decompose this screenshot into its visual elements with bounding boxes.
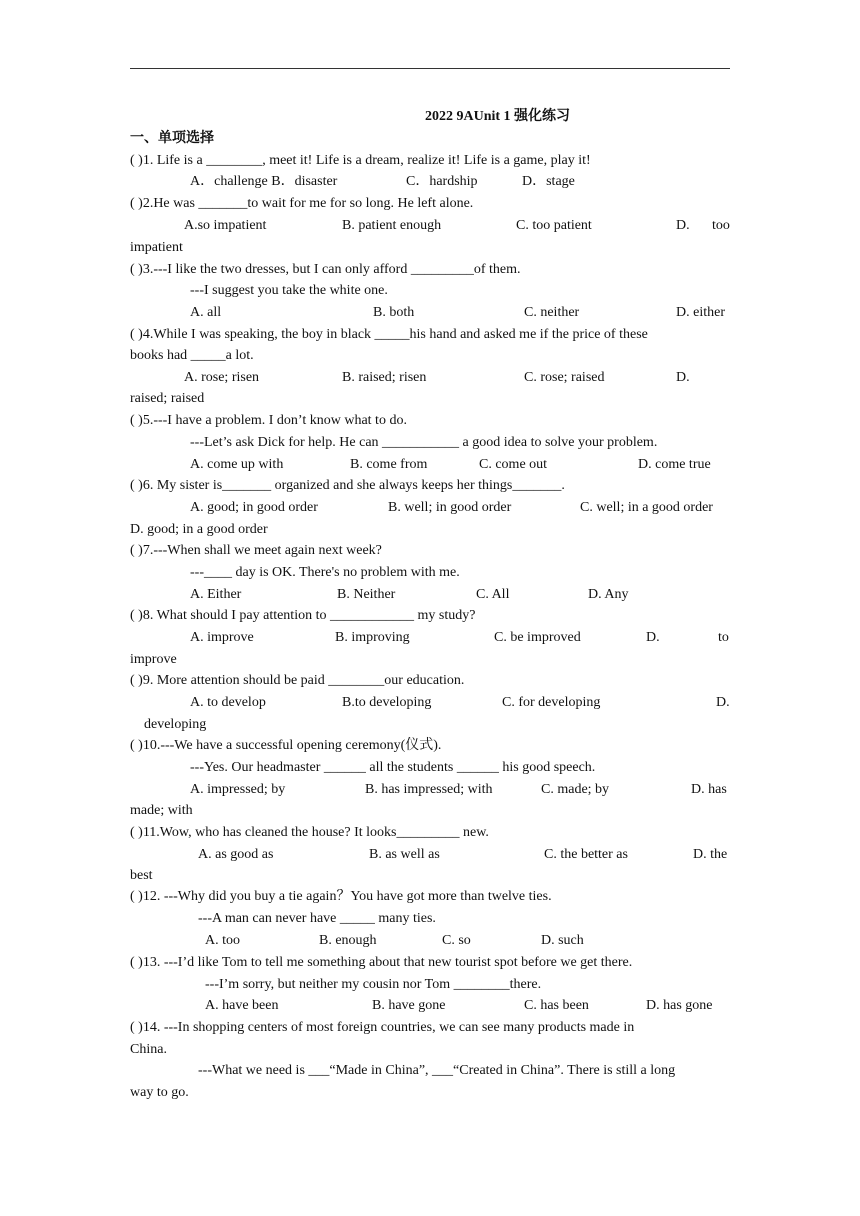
page-title: 2022 9AUnit 1 强化练习 [425, 109, 571, 124]
q3-option-a: A. all [190, 305, 222, 320]
q8-option-a: A. improve [190, 630, 254, 645]
q10-option-a: A. impressed; by [190, 782, 286, 797]
q2-option-d-wrap: impatient [130, 240, 183, 255]
section-heading: 一、单项选择 [130, 131, 214, 146]
q10-dialog: ---Yes. Our headmaster ______ all the students ______ his good speech. [190, 760, 596, 775]
q4-option-c: C. rose; raised [524, 370, 605, 385]
q5-option-c: C. come out [479, 457, 548, 472]
q11-option-d-label: D. the [693, 847, 728, 862]
q12-option-d: D. such [541, 933, 584, 948]
q12-option-b: B. enough [319, 933, 377, 948]
q13-option-d: D. has gone [646, 998, 713, 1013]
question-5-stem: ( )5.---I have a problem. I don’t know what to do. [130, 413, 407, 428]
question-3-stem: ( )3.---I like the two dresses, but I can only afford _________of them. [130, 262, 521, 277]
q10-option-d-label: D. has [691, 782, 727, 797]
question-11-stem: ( )11.Wow, who has cleaned the house? It looks_________ new. [130, 825, 489, 840]
q2-option-a: A.so impatient [184, 218, 267, 233]
q9-option-d-wrap: developing [144, 717, 207, 732]
question-1-stem: ( )1. Life is a ________, meet it! Life is a dream, realize it! Life is a game, play it! [130, 153, 591, 168]
q2-option-b: B. patient enough [342, 218, 442, 233]
q4-stem-wrap: books had _____a lot. [130, 348, 254, 363]
q3-option-c: C. neither [524, 305, 580, 320]
q6-option-a: A. good; in good order [190, 500, 318, 515]
q11-option-b: B. as well as [369, 847, 440, 862]
q4-option-d-label: D. [676, 370, 690, 385]
question-2-stem: ( )2.He was _______to wait for me for so long. He left alone. [130, 196, 474, 211]
q7-option-a: A. Either [190, 587, 242, 602]
q6-option-b: B. well; in good order [388, 500, 512, 515]
q13-option-a: A. have been [205, 998, 279, 1013]
q12-option-c: C. so [442, 933, 471, 948]
q3-option-d: D. either [676, 305, 725, 320]
q2-option-d-word: too [712, 218, 730, 233]
q8-option-b: B. improving [335, 630, 410, 645]
question-6-stem: ( )6. My sister is_______ organized and she always keeps her things_______. [130, 478, 565, 493]
q4-option-d-wrap: raised; raised [130, 391, 205, 406]
q11-option-c: C. the better as [544, 847, 628, 862]
q14-stem-wrap: China. [130, 1042, 167, 1057]
q10-option-d-wrap: made; with [130, 803, 193, 818]
q10-option-c: C. made; by [541, 782, 610, 797]
question-14-stem: ( )14. ---In shopping centers of most foreign countries, we can see many products made in [130, 1020, 635, 1035]
q13-dialog: ---I’m sorry, but neither my cousin nor Tom ________there. [205, 977, 542, 992]
question-10-stem: ( )10.---We have a successful opening ceremony(仪式). [130, 738, 442, 753]
q13-option-c: C. has been [524, 998, 589, 1013]
q7-option-d: D. Any [588, 587, 629, 602]
q4-option-b: B. raised; risen [342, 370, 427, 385]
question-4-stem: ( )4.While I was speaking, the boy in black _____his hand and asked me if the price of these [130, 327, 648, 342]
q1-option-c: C．hardship [406, 174, 478, 189]
q5-option-b: B. come from [350, 457, 428, 472]
q3-option-b: B. both [373, 305, 415, 320]
q7-option-c: C. All [476, 587, 510, 602]
question-8-stem: ( )8. What should I pay attention to ____________ my study? [130, 608, 476, 623]
q13-option-b: B. have gone [372, 998, 446, 1013]
question-9-stem: ( )9. More attention should be paid ________our education. [130, 673, 465, 688]
q14-dialog: ---What we need is ___“Made in China”, ___“Created in China”. There is still a long [198, 1063, 676, 1078]
q9-option-d-label: D. [716, 695, 730, 710]
q1-option-d: D．stage [522, 174, 575, 189]
q8-option-d-label: D. [646, 630, 660, 645]
q8-option-d-word: to [718, 630, 729, 645]
q12-dialog: ---A man can never have _____ many ties. [198, 911, 436, 926]
q9-option-b: B.to developing [342, 695, 432, 710]
q10-option-b: B. has impressed; with [365, 782, 493, 797]
q7-dialog: ---____ day is OK. There's no problem with me. [190, 565, 460, 580]
q5-option-a: A. come up with [190, 457, 284, 472]
q9-option-a: A. to develop [190, 695, 266, 710]
q2-option-d-label: D. [676, 218, 690, 233]
q4-option-a: A. rose; risen [184, 370, 260, 385]
q9-option-c: C. for developing [502, 695, 601, 710]
q6-option-d: D. good; in a good order [130, 522, 268, 537]
q8-option-d-wrap: improve [130, 652, 177, 667]
question-13-stem: ( )13. ---I’d like Tom to tell me something about that new tourist spot before we get there. [130, 955, 633, 970]
q8-option-c: C. be improved [494, 630, 581, 645]
q6-option-c: C. well; in a good order [580, 500, 713, 515]
q12-option-a: A. too [205, 933, 240, 948]
q11-option-d-wrap: best [130, 868, 153, 883]
q3-dialog: ---I suggest you take the white one. [190, 283, 388, 298]
q1-option-ab: A．challenge B．disaster [190, 174, 338, 189]
question-7-stem: ( )7.---When shall we meet again next week? [130, 543, 382, 558]
q11-option-a: A. as good as [198, 847, 274, 862]
header-rule [130, 68, 730, 69]
question-12-stem: ( )12. ---Why did you buy a tie again？You have got more than twelve ties. [130, 889, 552, 904]
q7-option-b: B. Neither [337, 587, 396, 602]
q2-option-c: C. too patient [516, 218, 592, 233]
q5-dialog: ---Let’s ask Dick for help. He can ___________ a good idea to solve your problem. [190, 435, 658, 450]
q14-dialog-wrap: way to go. [130, 1085, 189, 1100]
q5-option-d: D. come true [638, 457, 711, 472]
